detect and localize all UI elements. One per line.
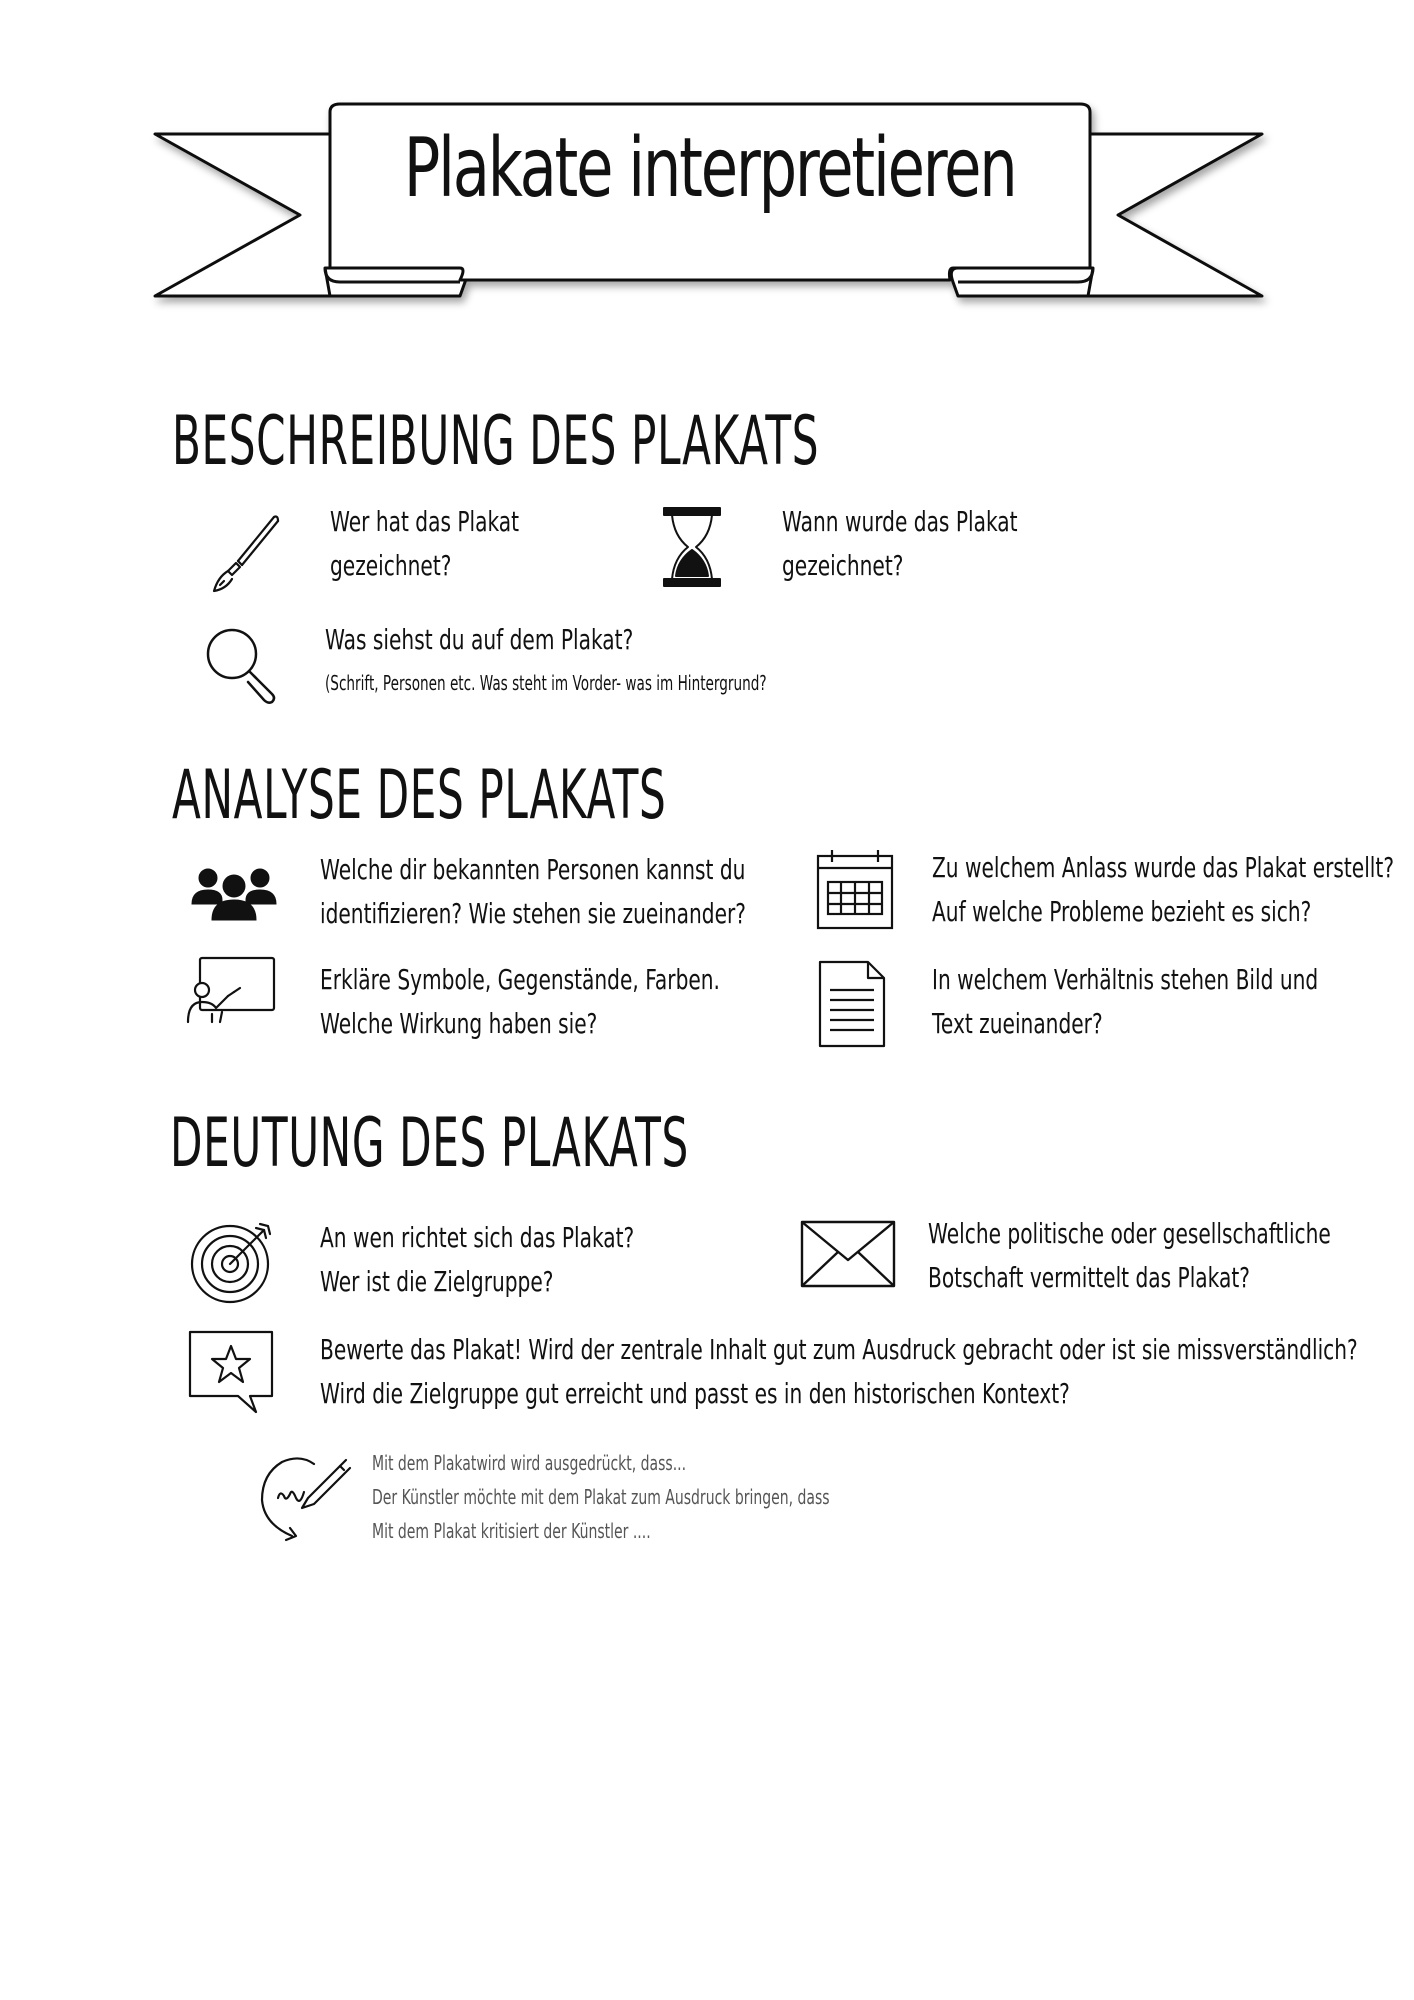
envelope-icon [800,1208,896,1304]
phrase-line: Der Künstler möchte mit dem Plakat zum Ausdruck bringen, dass [372,1485,830,1509]
question-anlass: Zu welchem Anlass wurde das Plakat erstellt? Auf welche Probleme bezieht es sich? [932,851,1395,928]
question-bewerte: Bewerte das Plakat! Wird der zentrale Inhalt gut zum Ausdruck gebracht oder ist sie missverständlich? Wird die Zielgruppe gut erreicht und passt es in den historischen Kontext? [320,1333,1358,1410]
section-heading-beschreibung: BESCHREIBUNG DES PLAKATS [172,402,820,481]
page-title: Plakate interpretieren [403,121,1016,216]
section-heading-deutung: DEUTUNG DES PLAKATS [170,1104,689,1183]
question-wann-gezeichnet: Wann wurde das Plakat gezeichnet? [782,505,1018,582]
question-was-siehst-du: Was siehst du auf dem Plakat? [325,623,634,656]
target-icon [186,1212,282,1308]
people-group-icon [186,848,282,944]
question-botschaft: Welche politische oder gesellschaftliche Botschaft vermittelt das Plakat? [928,1217,1331,1294]
document-icon [812,958,908,1054]
question-bild-text: In welchem Verhältnis stehen Bild und Text zueinander? [932,963,1319,1040]
star-speech-bubble-icon [186,1328,282,1424]
question-wer-gezeichnet: Wer hat das Plakat gezeichnet? [330,505,520,582]
paintbrush-icon [196,505,292,601]
magnifier-icon [196,618,292,714]
hint-schrift-personen: (Schrift, Personen etc. Was steht im Vorder- was im Hintergrund? [325,671,767,695]
question-bekannte-personen: Welche dir bekannten Personen kannst du identifizieren? Wie stehen sie zueinander? [320,853,746,930]
signature-pen-icon [256,1448,352,1544]
question-zielgruppe: An wen richtet sich das Plakat? Wer ist die Zielgruppe? [320,1221,635,1298]
presentation-board-icon [182,952,278,1048]
calendar-icon [812,846,908,942]
formulierungshilfen [372,1446,830,1548]
section-heading-analyse: ANALYSE DES PLAKATS [172,756,667,835]
phrase-line: Mit dem Plakat kritisiert der Künstler .... [372,1519,651,1543]
hourglass-icon [650,500,746,596]
question-symbole: Erkläre Symbole, Gegenstände, Farben. Welche Wirkung haben sie? [320,963,720,1040]
phrase-line: Mit dem Plakatwird wird ausgedrückt, dass... [372,1451,687,1475]
